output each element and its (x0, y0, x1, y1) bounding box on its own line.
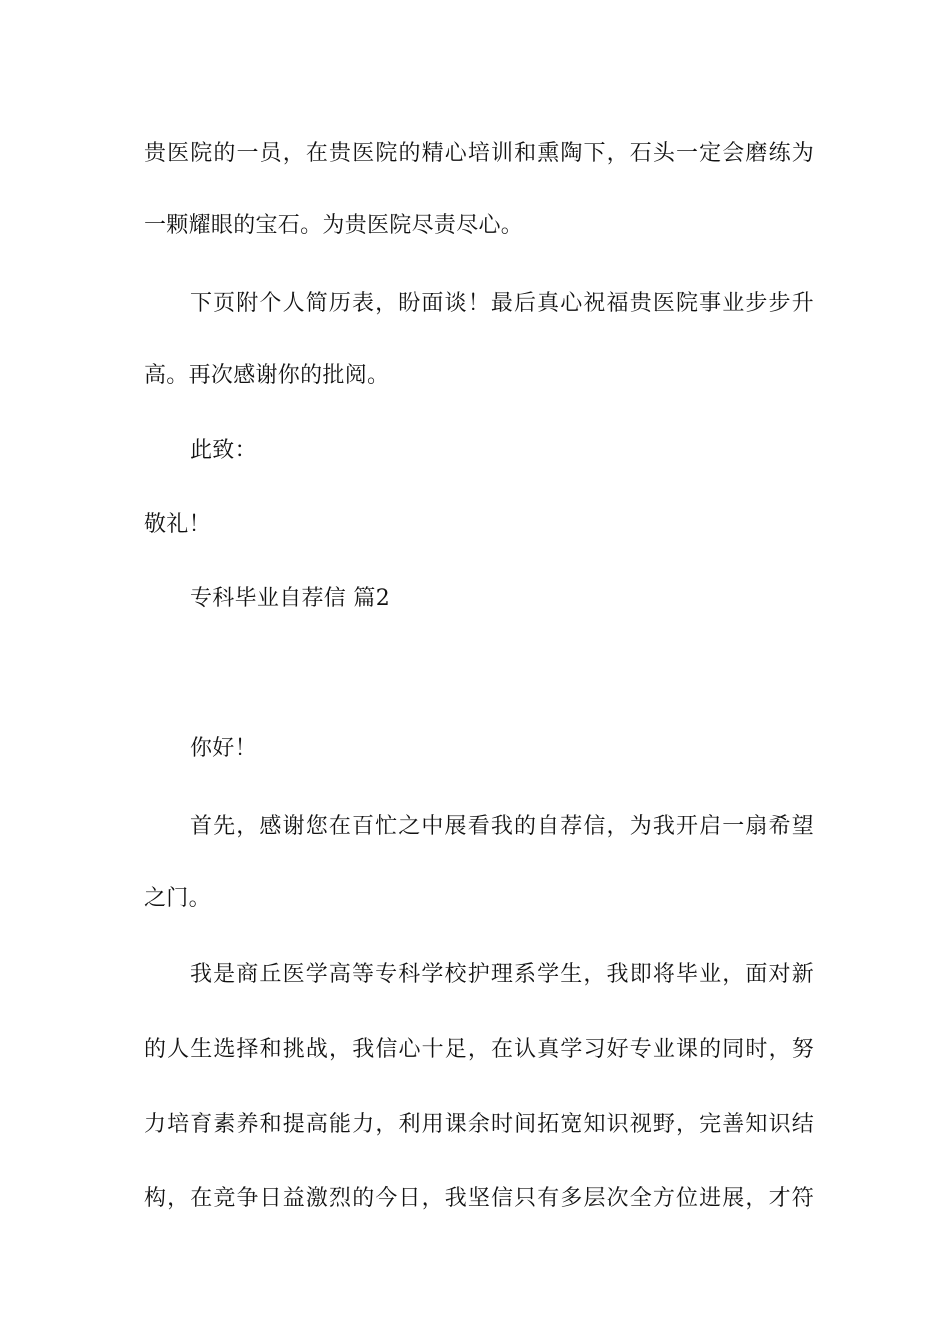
paragraph-line: 构，在竞争日益激烈的今日，我坚信只有多层次全方位进展，才符 (144, 1186, 814, 1211)
paragraph-line: 贵医院的一员，在贵医院的精心培训和熏陶下，石头一定会磨练为 (144, 141, 814, 166)
salutation-closing: 此致： (190, 438, 257, 463)
paragraph-line: 我是商丘医学高等专科学校护理系学生，我即将毕业，面对新 (190, 962, 814, 987)
greeting: 你好！ (190, 736, 257, 761)
paragraph-line: 之门。 (144, 886, 211, 911)
paragraph-line: 一颗耀眼的宝石。为贵医院尽责尽心。 (144, 213, 524, 238)
paragraph-line: 首先，感谢您在百忙之中展看我的自荐信，为我开启一扇希望 (190, 814, 814, 839)
paragraph-line: 高。再次感谢你的批阅。 (144, 363, 390, 388)
paragraph-line: 下页附个人简历表，盼面谈！最后真心祝福贵医院事业步步升 (190, 291, 814, 316)
section-heading: 专科毕业自荐信 篇2 (190, 586, 390, 611)
paragraph-line: 的人生选择和挑战，我信心十足，在认真学习好专业课的同时，努 (144, 1037, 814, 1062)
paragraph-line: 力培育素养和提高能力，利用课余时间拓宽知识视野，完善知识结 (144, 1112, 814, 1137)
regards-line: 敬礼！ (144, 512, 211, 537)
